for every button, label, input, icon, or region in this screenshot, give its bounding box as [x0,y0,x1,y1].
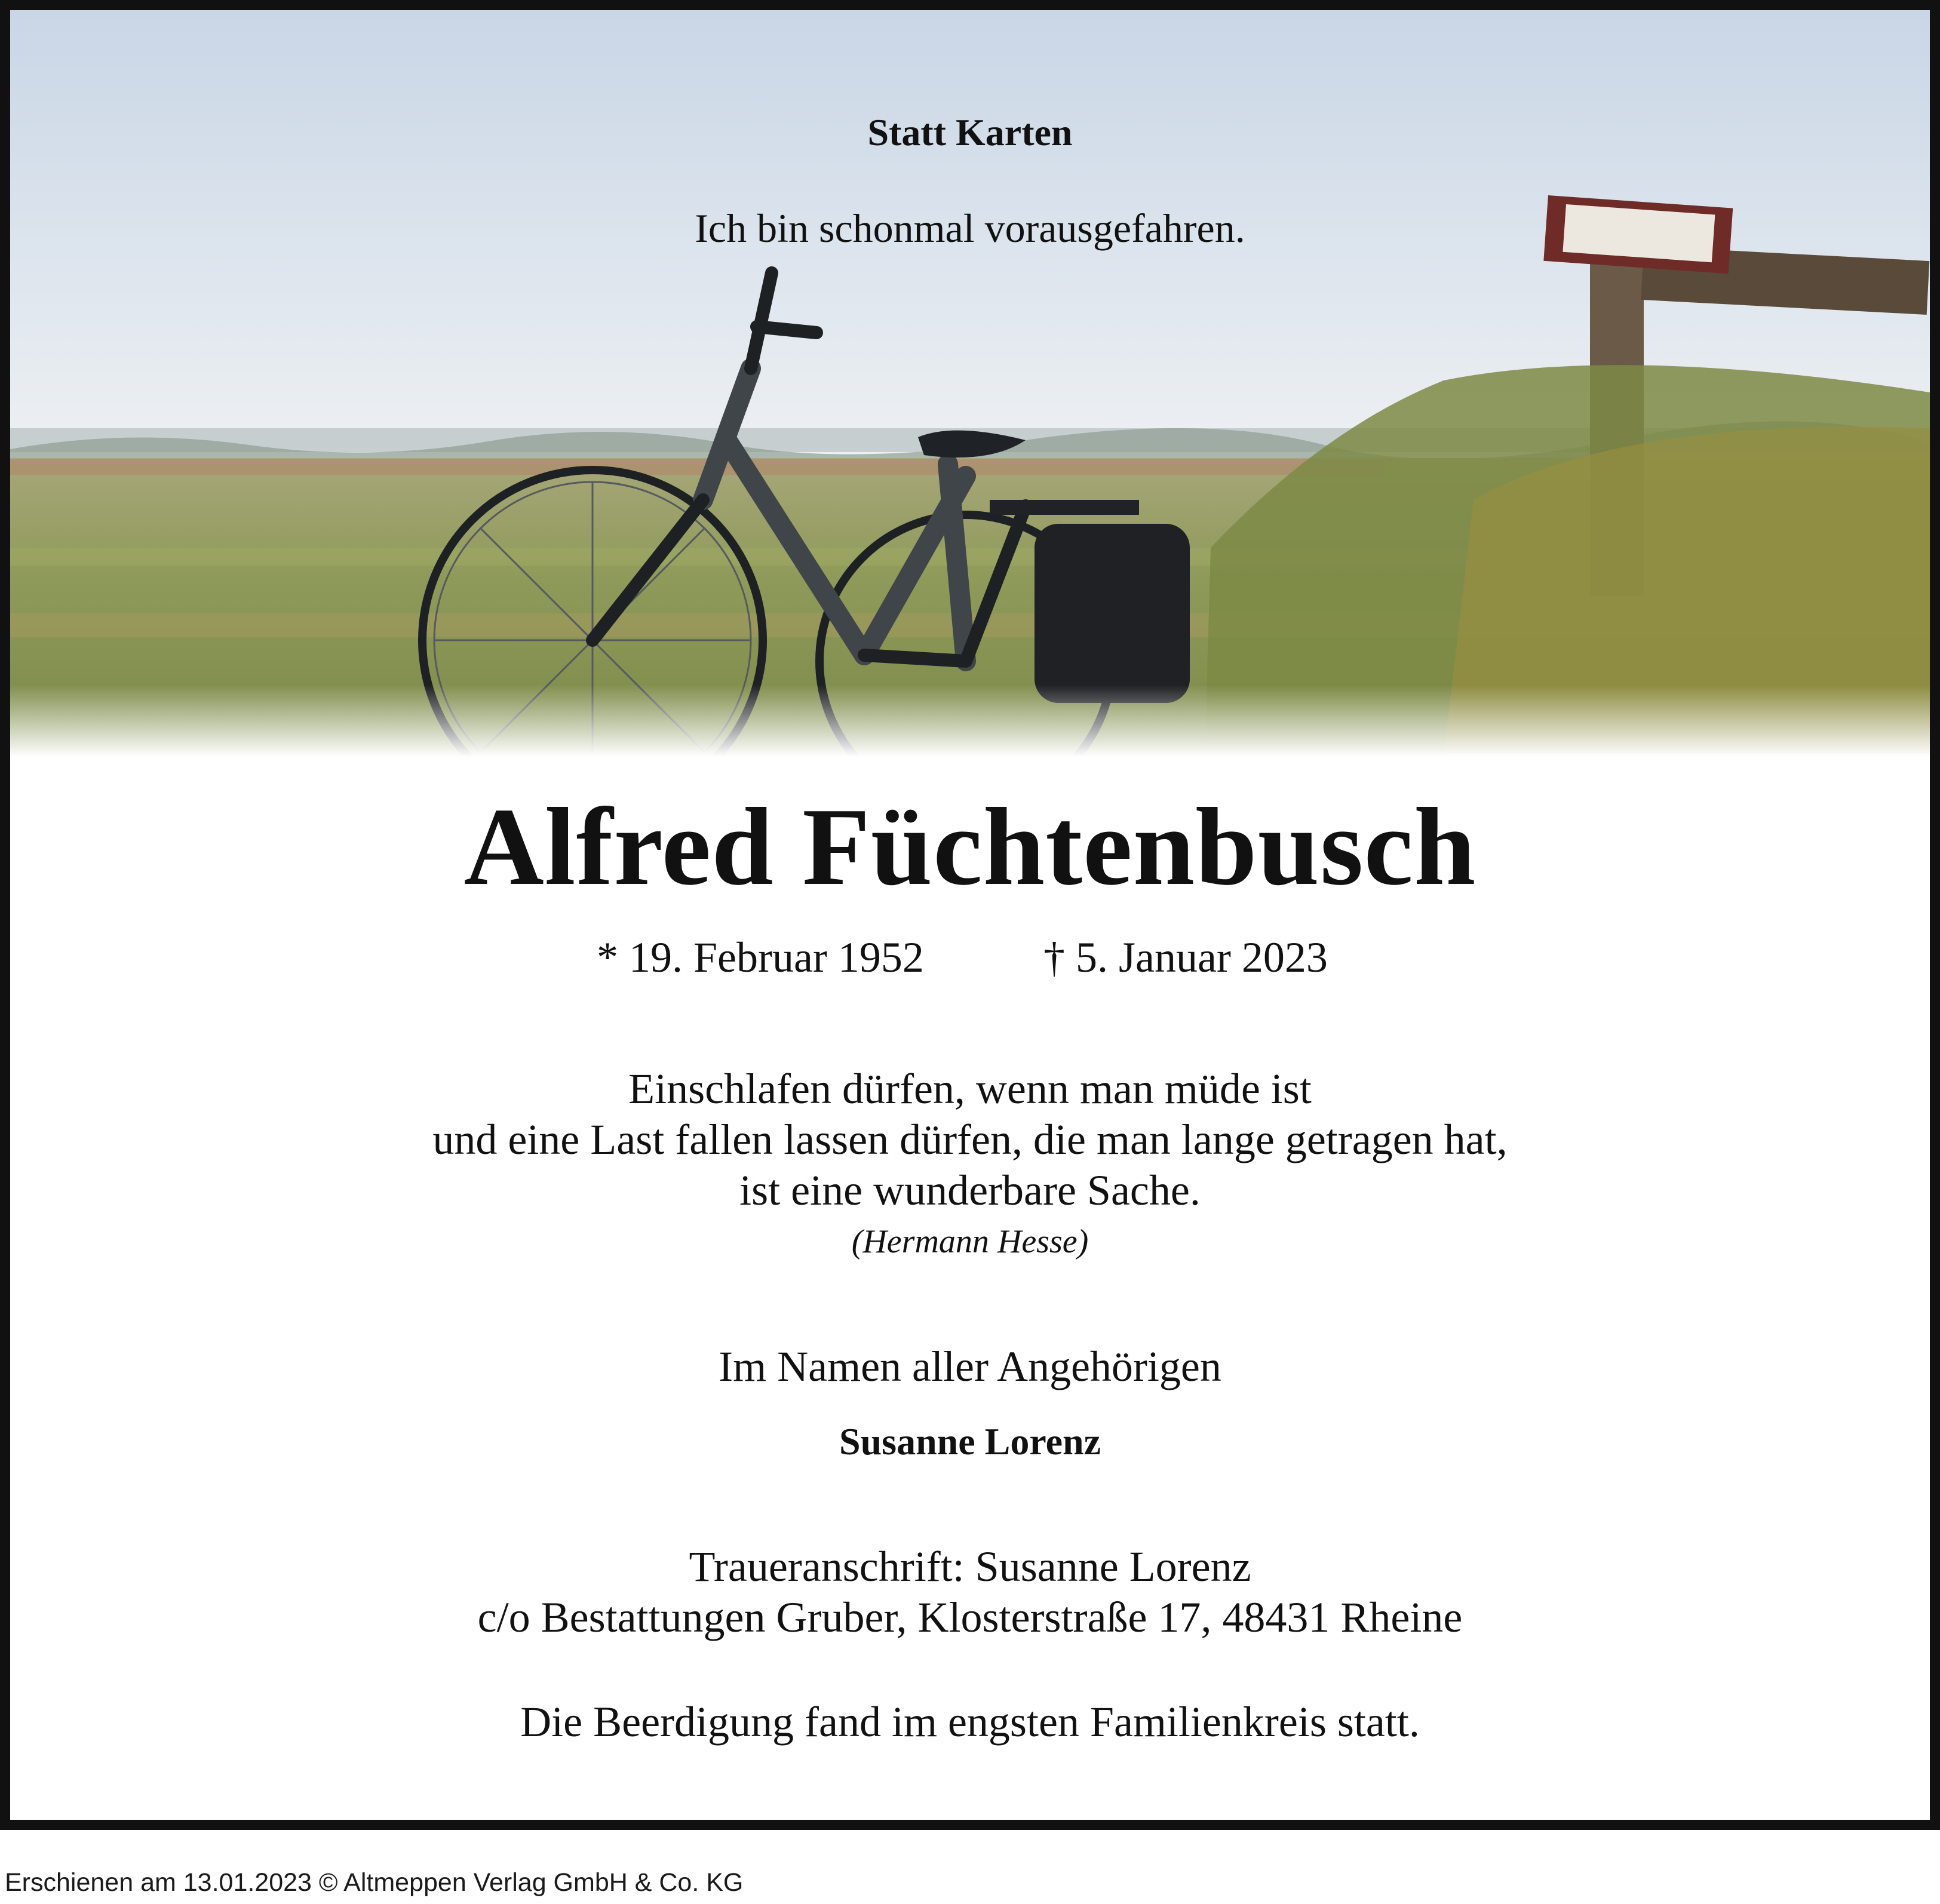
family-intro: Im Namen aller Angehörigen [719,1343,1221,1390]
deceased-name: Alfred Füchtenbusch [463,785,1477,908]
quote-line: Einschlafen dürfen, wenn man müde ist [628,1065,1312,1113]
quote-author: (Hermann Hesse) [851,1223,1089,1260]
mourning-address-line: Traueranschrift: Susanne Lorenz [689,1543,1251,1590]
header-title: Statt Karten [867,111,1073,153]
mourning-address-line: c/o Bestattungen Gruber, Klosterstraße 17, 48431 Rheine [477,1593,1463,1641]
quote-line: ist eine wunderbare Sache. [739,1166,1201,1214]
funeral-note: Die Beerdigung fand im engsten Familienkreis statt. [520,1698,1420,1746]
header-line: Ich bin schonmal vorausgefahren. [695,205,1245,251]
quote-line: und eine Last fallen lassen dürfen, die man lange getragen hat, [432,1116,1508,1163]
birth-date: * 19. Februar 1952 [597,933,924,981]
death-date: † 5. Januar 2023 [1043,933,1328,981]
signer-name: Susanne Lorenz [839,1420,1101,1463]
publication-footer: Erschienen am 13.01.2023 © Altmeppen Verlag GmbH & Co. KG [5,1868,744,1897]
